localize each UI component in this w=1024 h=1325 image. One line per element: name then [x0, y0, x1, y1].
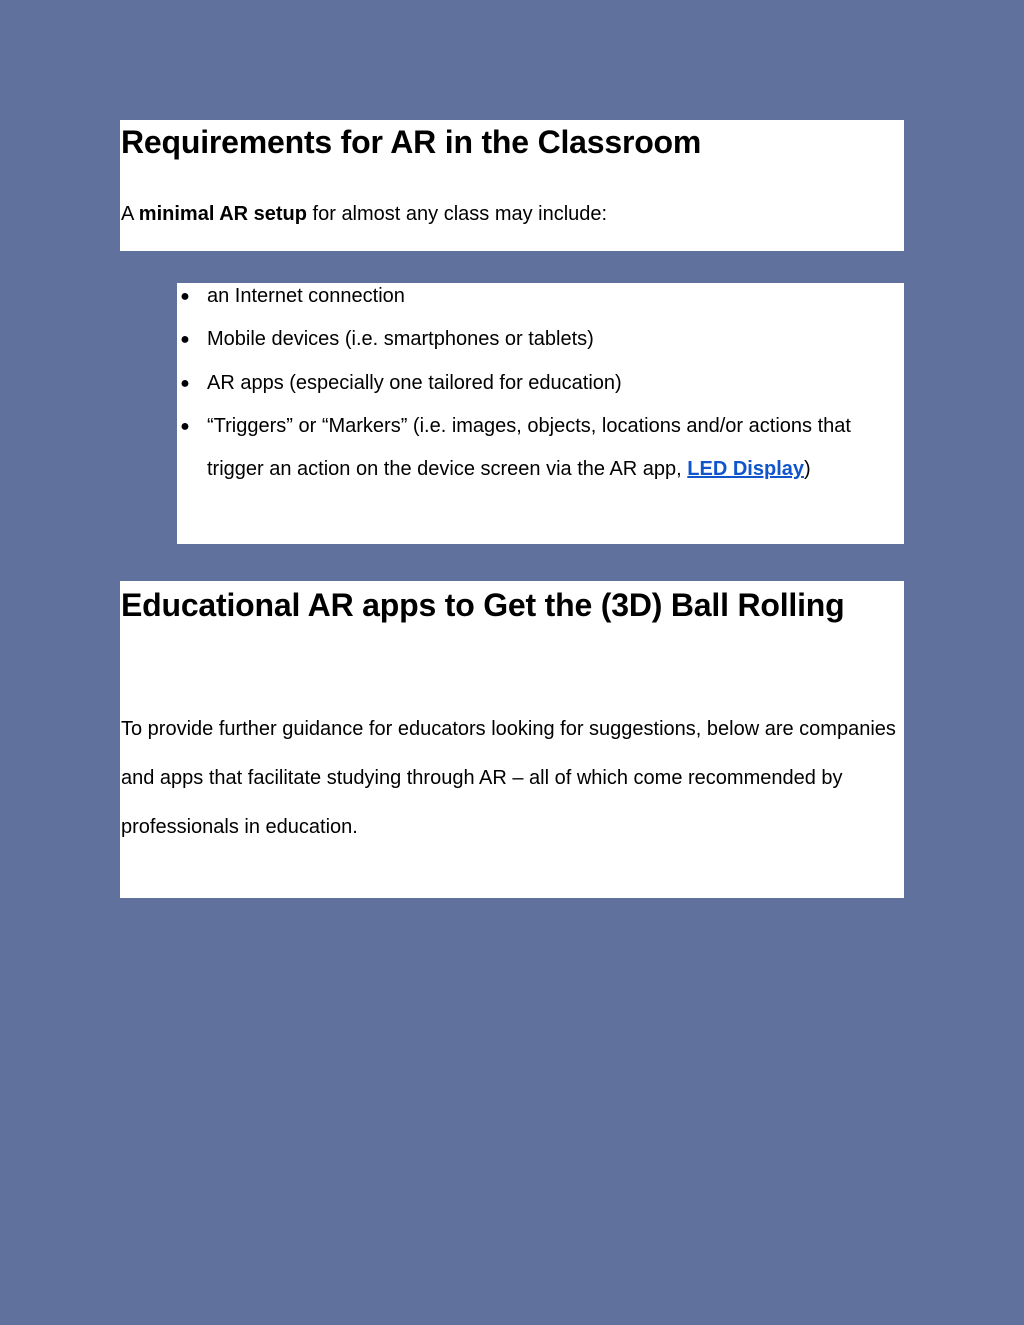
- list-item-text: an Internet connection: [207, 285, 405, 307]
- intro-paragraph: [121, 200, 607, 228]
- requirements-list-block: [177, 283, 904, 544]
- list-item: [177, 362, 904, 405]
- list-item: [177, 275, 904, 318]
- intro-suffix: for almost any class may include:: [306, 203, 608, 225]
- bullet-icon: ●: [180, 417, 190, 435]
- apps-section: [120, 581, 904, 898]
- requirements-list: [177, 283, 904, 491]
- bullet-icon: ●: [180, 331, 190, 349]
- list-item-suffix: ): [804, 458, 811, 481]
- bullet-icon: ●: [180, 374, 190, 392]
- intro-prefix: A: [121, 203, 139, 225]
- apps-paragraph: To provide further guidance for educators looking for suggestions, below are companies and apps that facilitate studying through AR – all of which come recommended by professionals in education.: [121, 718, 896, 838]
- list-item: [177, 405, 904, 492]
- led-display-link[interactable]: LED Display: [687, 458, 804, 481]
- list-item: [177, 318, 904, 361]
- apps-heading: Educational AR apps to Get the (3D) Ball Rolling: [121, 587, 845, 623]
- list-item-text: Mobile devices (i.e. smartphones or tablets): [207, 328, 594, 351]
- requirements-heading: Requirements for AR in the Classroom: [121, 124, 702, 160]
- list-item-text: AR apps (especially one tailored for education): [207, 371, 622, 394]
- requirements-section: [120, 120, 904, 251]
- bullet-icon: ●: [180, 288, 190, 305]
- intro-bold-text: minimal AR setup: [138, 203, 307, 225]
- list-item-text: “Triggers” or “Markers” (i.e. images, objects, locations and/or actions that trigger an action on the device screen via the AR app,: [207, 414, 851, 481]
